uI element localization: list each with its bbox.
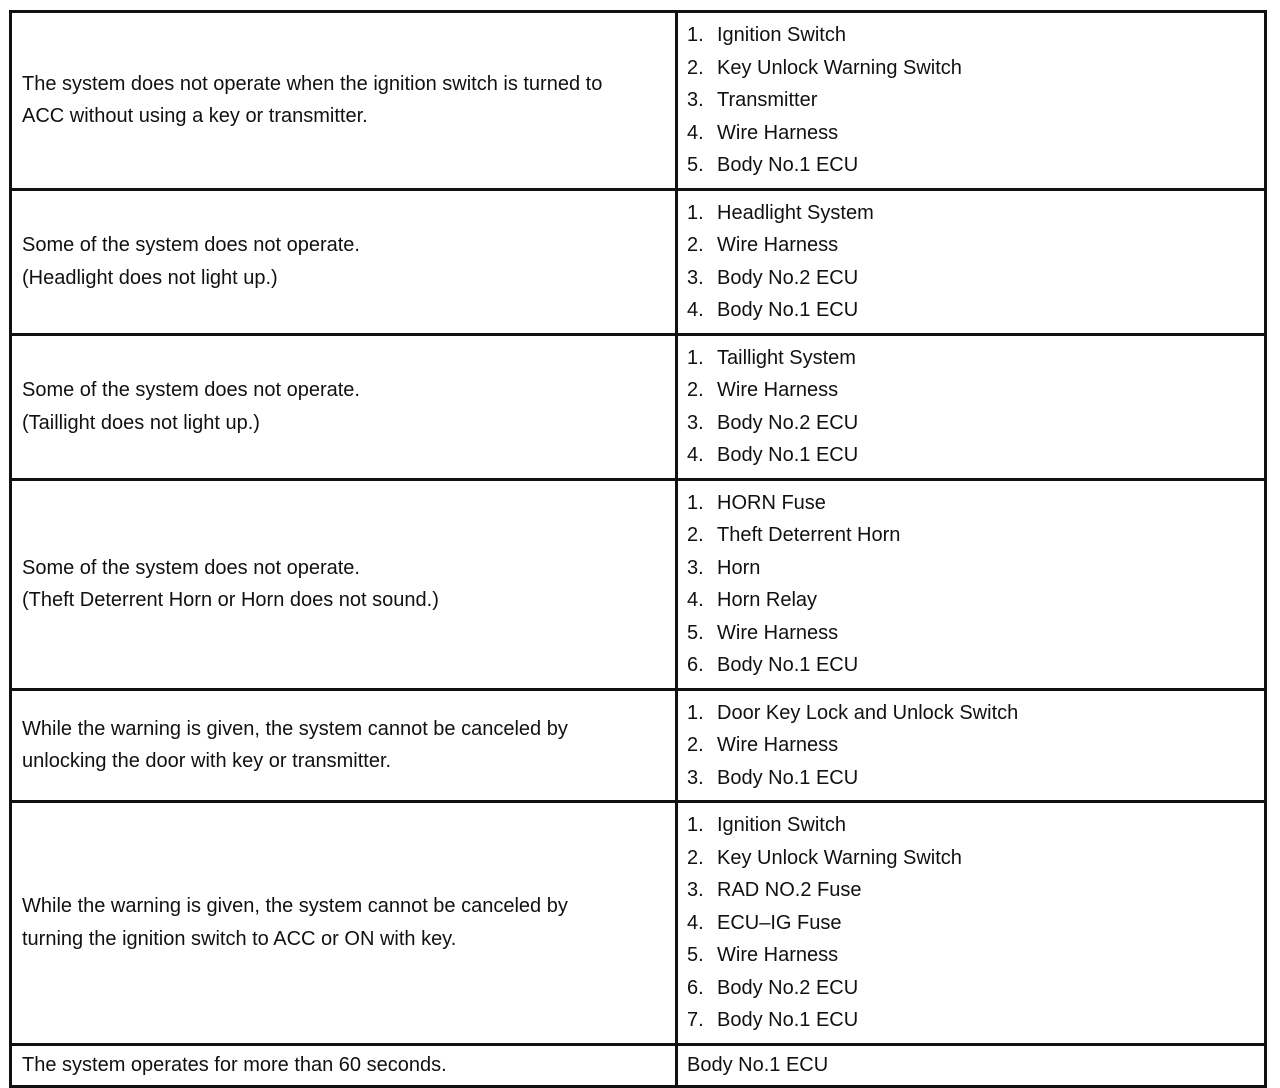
part-name: Wire Harness <box>717 234 839 256</box>
list-item: 5. Wire Harness <box>687 621 839 644</box>
list-item: 3. Body No.2 ECU <box>687 411 859 434</box>
suspect-area-cell <box>677 479 1266 689</box>
part-name: Body No.1 ECU <box>717 654 859 676</box>
symptom-line: unlocking the door with key or transmitter. <box>22 750 392 773</box>
part-name: Wire Harness <box>717 121 839 144</box>
part-name: Body No.2 ECU <box>717 266 859 289</box>
list-item: 1. Taillight System <box>687 346 856 369</box>
trouble-table <box>9 10 1267 1088</box>
part-name: Transmitter <box>717 89 818 111</box>
part-name: Taillight System <box>717 346 856 369</box>
list-item: 2. Key Unlock Warning Switch <box>687 846 962 869</box>
part-name: Body No.1 ECU <box>687 1053 829 1076</box>
symptom-cell <box>11 189 677 334</box>
list-item: 3. Body No.1 ECU <box>687 766 859 789</box>
list-item: 4. Wire Harness <box>687 121 839 144</box>
list-item: 3. RAD NO.2 Fuse <box>687 879 862 901</box>
trouble-table-body <box>11 12 1266 1087</box>
list-item: 4. Body No.1 ECU <box>687 444 859 466</box>
symptom-cell <box>11 802 677 1045</box>
suspect-area-cell <box>677 334 1266 479</box>
suspect-area-list <box>687 803 1256 1043</box>
list-item: 5. Body No.1 ECU <box>687 154 859 176</box>
part-name: Theft Deterrent Horn <box>717 524 901 546</box>
list-item: 3. Horn <box>687 556 761 579</box>
part-name: Horn <box>717 556 761 579</box>
suspect-area-list <box>687 336 1256 478</box>
table-row <box>11 689 1266 802</box>
suspect-area-cell <box>677 689 1266 802</box>
list-item: 6. Body No.1 ECU <box>687 654 859 676</box>
part-name: Door Key Lock and Unlock Switch <box>717 701 1019 724</box>
symptom-line: Some of the system does not operate. <box>22 379 360 401</box>
list-item: 1. Door Key Lock and Unlock Switch <box>687 701 1019 724</box>
symptom-line: The system does not operate when the ignition switch is turned to <box>22 72 603 95</box>
list-item: 2. Wire Harness <box>687 379 839 401</box>
part-name: HORN Fuse <box>717 491 826 514</box>
part-name: Body No.1 ECU <box>717 1009 859 1031</box>
symptom-line: (Theft Deterrent Horn or Horn does not sound.) <box>22 589 439 611</box>
list-item: 7. Body No.1 ECU <box>687 1009 859 1031</box>
symptom-line: While the warning is given, the system cannot be canceled by <box>22 717 568 740</box>
table-row <box>11 12 1266 190</box>
suspect-area-list <box>687 691 1256 801</box>
symptom-line: The system operates for more than 60 seconds. <box>22 1053 447 1076</box>
suspect-area-list <box>687 13 1256 188</box>
table-row <box>11 1044 1266 1086</box>
symptom-line: turning the ignition switch to ACC or ON with key. <box>22 927 457 950</box>
list-item: 6. Body No.2 ECU <box>687 976 859 999</box>
list-item: 2. Wire Harness <box>687 234 839 256</box>
list-item: 2. Wire Harness <box>687 734 839 756</box>
part-name: Key Unlock Warning Switch <box>717 846 962 869</box>
list-item: 4. Body No.1 ECU <box>687 299 859 321</box>
part-name: Key Unlock Warning Switch <box>717 56 962 79</box>
suspect-area-cell <box>677 802 1266 1045</box>
symptom-line: (Headlight does not light up.) <box>22 266 278 289</box>
part-name: Horn Relay <box>717 589 818 611</box>
part-name: Ignition Switch <box>717 24 846 46</box>
symptom-line: (Taillight does not light up.) <box>22 411 260 434</box>
symptom-cell <box>11 334 677 479</box>
list-item: 3. Transmitter <box>687 89 818 111</box>
symptom-line: Some of the system does not operate. <box>22 234 360 256</box>
part-name: Wire Harness <box>717 734 839 756</box>
part-name: Body No.1 ECU <box>717 766 859 789</box>
part-name: ECU–IG Fuse <box>717 911 842 934</box>
suspect-area-list <box>687 191 1256 333</box>
table-row <box>11 479 1266 689</box>
list-item: 1. Ignition Switch <box>687 814 846 836</box>
part-name: Ignition Switch <box>717 814 846 836</box>
list-item: 1. HORN Fuse <box>687 491 826 514</box>
list-item: 5. Wire Harness <box>687 944 839 966</box>
part-name: Body No.2 ECU <box>717 976 859 999</box>
list-item: 3. Body No.2 ECU <box>687 266 859 289</box>
table-row <box>11 802 1266 1045</box>
part-name: Body No.1 ECU <box>717 154 859 176</box>
part-name: Wire Harness <box>717 379 839 401</box>
part-name: Wire Harness <box>717 944 839 966</box>
symptom-cell <box>11 1044 677 1086</box>
suspect-area-cell <box>677 1044 1266 1086</box>
symptom-cell <box>11 479 677 689</box>
symptom-line: ACC without using a key or transmitter. <box>22 105 368 128</box>
suspect-area-cell <box>677 189 1266 334</box>
part-name: Headlight System <box>717 201 874 224</box>
list-item: 2. Key Unlock Warning Switch <box>687 56 962 79</box>
table-row <box>11 334 1266 479</box>
part-name: Body No.1 ECU <box>717 444 859 466</box>
list-item: 4. ECU–IG Fuse <box>687 911 842 934</box>
suspect-area-cell <box>677 12 1266 190</box>
part-name: Wire Harness <box>717 621 839 644</box>
part-name: Body No.1 ECU <box>717 299 859 321</box>
list-item: 2. Theft Deterrent Horn <box>687 524 901 546</box>
list-item: 1. Headlight System <box>687 201 874 224</box>
symptom-cell <box>11 12 677 190</box>
list-item: 4. Horn Relay <box>687 589 818 611</box>
list-item: 1. Ignition Switch <box>687 24 846 46</box>
symptom-line: While the warning is given, the system cannot be canceled by <box>22 895 568 918</box>
table-row <box>11 189 1266 334</box>
symptom-line: Some of the system does not operate. <box>22 556 360 579</box>
symptom-cell <box>11 689 677 802</box>
suspect-area-list <box>687 481 1256 688</box>
part-name: RAD NO.2 Fuse <box>717 879 862 901</box>
part-name: Body No.2 ECU <box>717 411 859 434</box>
